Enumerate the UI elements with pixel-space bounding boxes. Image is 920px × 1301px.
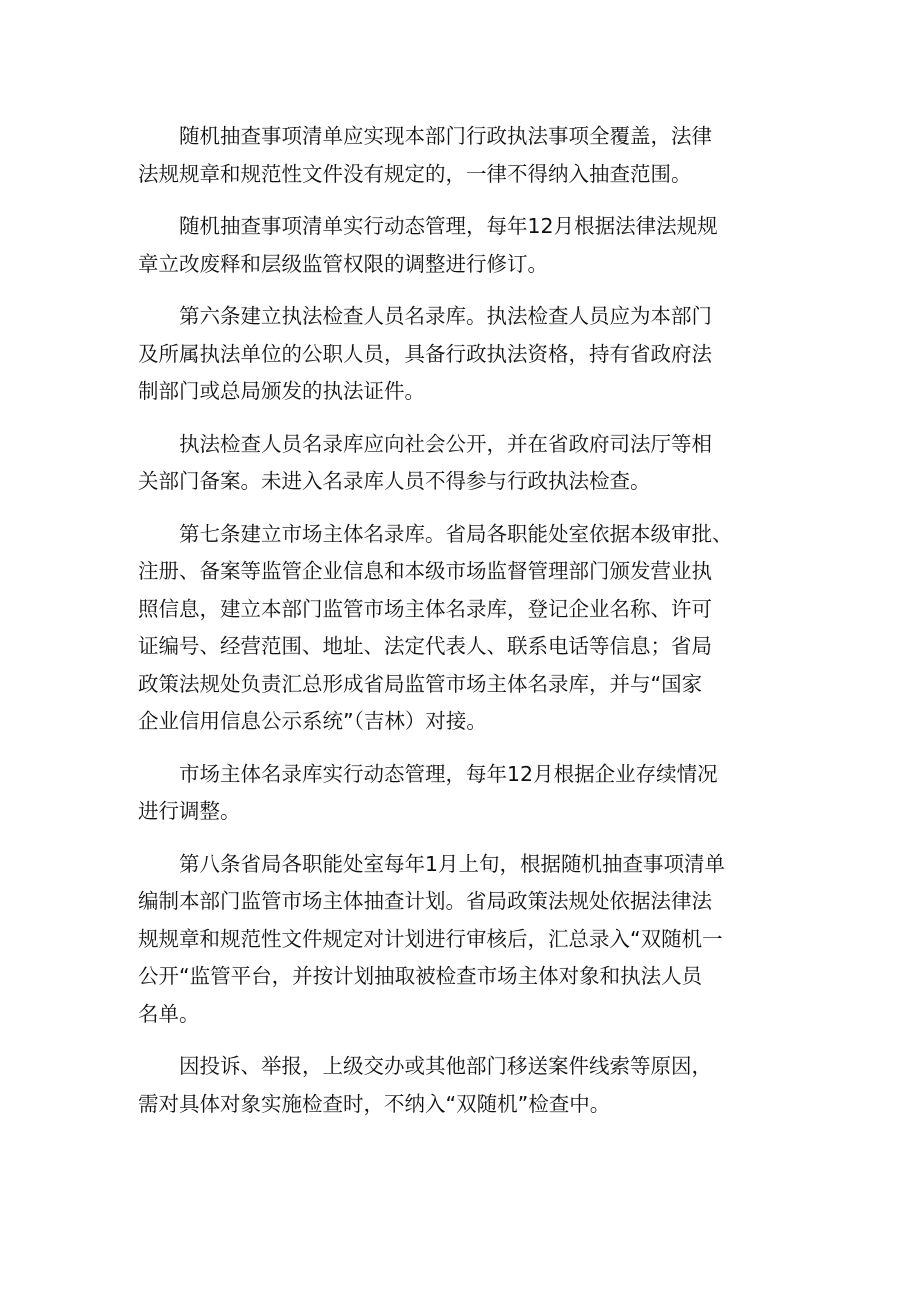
paragraph-7-line-2: 编制本部门监管市场主体抽查计划。省局政策法规处依据法律法 [138,889,712,913]
paragraph-1 [138,118,798,193]
paragraph-6-line-1: 市场主体名录库实行动态管理，每年12月根据企业存续情况 [179,761,718,786]
paragraph-5-line-1: 第七条建立市场主体名录库。省局各职能处室依据本级审批、 [179,521,733,546]
paragraph-1-line-2: 法规规章和规范性文件没有规定的，一律不得纳入抽查范围。 [138,161,692,186]
paragraph-5-line-3: 照信息，建立本部门监管市场主体名录库，登记企业名称、许可 [138,596,712,621]
document-body [138,118,798,1138]
paragraph-6-line-2: 进行调整。 [138,799,241,823]
paragraph-5-line-5: 政策法规处负责汇总形成省局监管市场主体名录库，并与“国家 [138,671,703,696]
paragraph-7-line-5: 名单。 [138,1001,200,1026]
paragraph-5-line-4: 证编号、经营范围、地址、法定代表人、联系电话等信息；省局 [138,634,712,658]
paragraph-1-line-1: 随机抽查事项清单应实现本部门行政执法事项全覆盖，法律 [179,124,712,148]
paragraph-4-line-1: 执法检查人员名录库应向社会公开，并在省政府司法厅等相 [179,431,712,456]
paragraph-2-line-1: 随机抽查事项清单实行动态管理，每年12月根据法律法规规 [179,214,718,238]
paragraph-7-line-3: 规规章和规范性文件规定对计划进行审核后，汇总录入“双随机一 [138,926,723,951]
paragraph-3-line-3: 制部门或总局颁发的执法证件。 [138,379,425,403]
paragraph-3-line-1: 第六条建立执法检查人员名录库。执法检查人员应为本部门 [179,304,712,328]
paragraph-5-line-6: 企业信用信息公示系统”（吉林）对接。 [138,709,487,733]
paragraph-5-line-2: 注册、备案等监管企业信息和本级市场监督管理部门颁发营业执 [138,559,712,583]
paragraph-8-line-2: 需对具体对象实施检查时，不纳入“双随机”检查中。 [138,1091,611,1116]
paragraph-2-line-2: 章立改废释和层级监管权限的调整进行修订。 [138,251,548,276]
paragraph-4-line-2: 关部门备案。未进入名录库人员不得参与行政执法检查。 [138,469,651,493]
paragraph-7 [138,846,798,1034]
paragraph-4 [138,426,798,501]
paragraph-8-line-1: 因投诉、举报，上级交办或其他部门移送案件线索等原因， [179,1054,712,1078]
paragraph-8 [138,1048,798,1123]
paragraph-7-line-1: 第八条省局各职能处室每年1月上旬，根据随机抽查事项清单 [179,851,726,876]
paragraph-7-line-4: 公开“监管平台，并按计划抽取被检查市场主体对象和执法人员 [138,964,703,988]
paragraph-3 [138,298,798,411]
paragraph-5 [138,516,798,741]
paragraph-6 [138,756,798,831]
paragraph-2 [138,208,798,283]
paragraph-3-line-2: 及所属执法单位的公职人员，具备行政执法资格，持有省政府法 [138,341,712,366]
